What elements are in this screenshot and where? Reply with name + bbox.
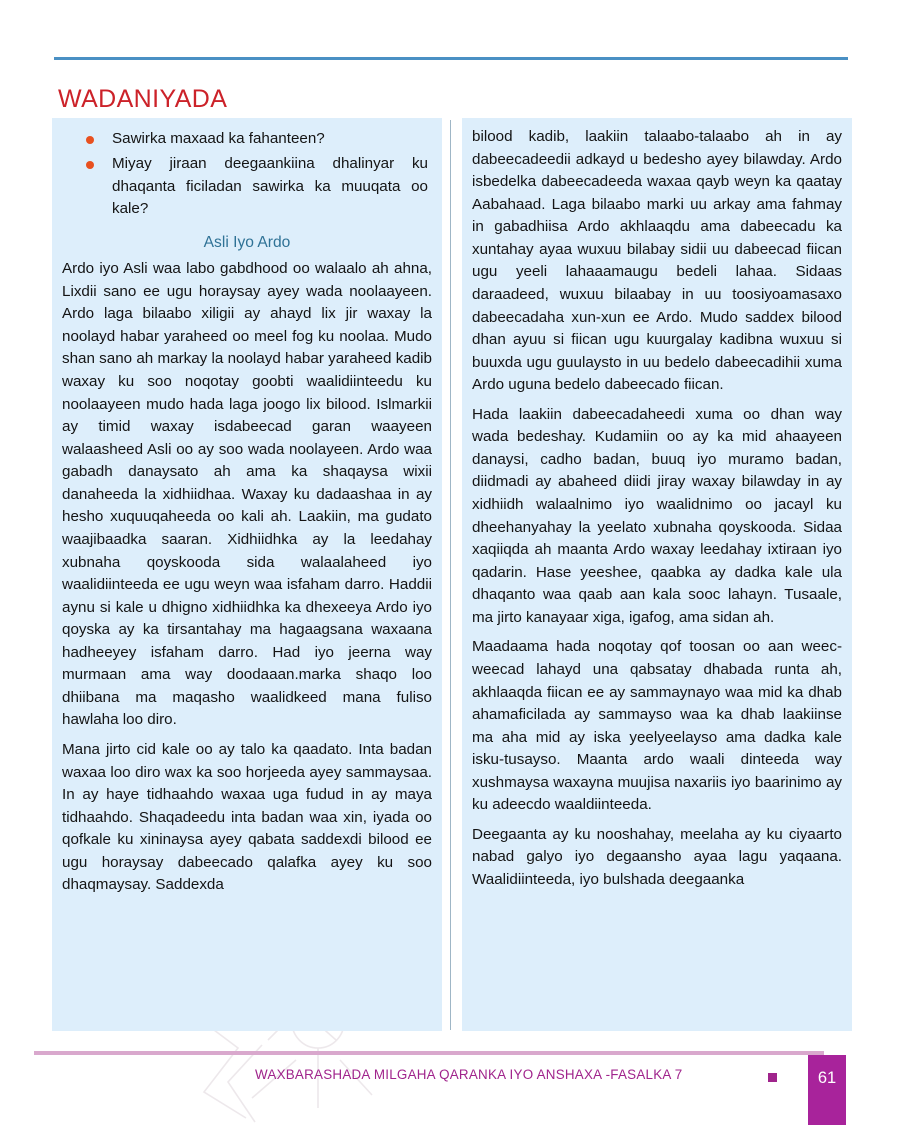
header-rule [54,57,848,60]
body-paragraph: Mana jirto cid kale oo ay talo ka qaadato. Inta badan waxaa loo diro wax ka soo horjeeda ayey sammaysaa. In ay haye tidhaahdo waxaa uga fudud in ay maya tidhaahdo. Shaqadeedu inta badan waa xin, iyada oo qofkale ku xininaysa ayey qabata saddexdi bilood ee ugu horaysay dabeecado qalafka ayey ku soo dhaqmaysay. Saddexda [62,741,432,894]
page-number-badge [808,1055,846,1125]
question-list [62,128,432,221]
left-column [52,118,442,1031]
bullet-icon [86,161,94,169]
page-number: 61 [817,1069,837,1087]
footer-marker-icon [768,1073,777,1082]
list-item [86,153,428,221]
footer-title: WAXBARASHADA MILGAHA QARANKA IYO ANSHAXA -FASALKA 7 [255,1067,683,1082]
question-text: Sawirka maxaad ka fahanteen? [112,130,325,147]
body-paragraph: Ardo iyo Asli waa labo gabdhood oo walaalo ah ahna, Lixdii sano ee ugu horaysay ayey wada noolaayeen. Ardo laga bilaabo xiligii ay ahayd lix jir waxay la noolayd habar yaraheed oo meel fog ku noolaa. Mudo shan sano ah markay la noolayd habar yaraheed kadib waxay ku soo noqotay goobti waalidiinteedu ku noolaayeen mudo hada laga joogo lix bilood. Islmarkii ay timid waxay isdabeecad garan waayeen walaasheed Asli oo ay soo wada noolayeen. Ardo waa gabadh danaysato ah ama ka shaqaysa wixii danaheeda la xidhiidhaa. Waxay ku dadaashaa in ay hesho xuquuqaheeda oo kali ah. Laakiin, ma gudato waajibaadka saaran. Xidhiidhka ay la leedahay xubnaha qoyskooda sida walaalaheed iyo waalidiinteeda ee ugu weyn waa isfaham darro. Haddii aynu si kale u dhigno xidhiidhka ka dhexeeya Ardo iyo qoyska ay ka tirsantahay ma hagaagsana waxaana hadheeyey isfaham darro. Had iyo jeerna way murmaan ama way doodaaan.marka shaqo loo dhiibana ma maqasho waalidkeed mana fuliso hawlaha loo diro. [62,260,432,729]
body-paragraph: bilood kadib, laakiin talaabo-talaabo ah in ay dabeecadeedii adkayd u bedesho ayey bilawday. Ardo isbedelka dabeecadeeda waxaa qayb weyn ka qaatay Aabahaad. Laga bilaabo marki uu arkay ama fahmay in gabadhiisa Ardo akhlaaqdu ama dabeecadu ka xuntahay ayaa wuxuu bilabay sidii uu dabeecad fiican ugu yeeli lahaaamaugu bedeli lahaa. Sidaas daraadeed, wuxuu bilaabay in uu toosiyoamasaxo dabeecadaha xun-xun ee Ardo. Mudo saddex bilood dhan ayuu si fiican ugu kuurgalay kadibna wuxuu si buuxda ugu guulaysto in uu bedelo dabeecadihii xuma Ardo uguna bedelo dabeecado fiican. [472,128,842,394]
page-title: WADANIYADA [58,84,228,113]
right-column [462,118,852,1031]
bullet-icon [86,136,94,144]
list-item [86,128,428,151]
column-divider [450,120,451,1030]
body-paragraph: Deegaanta ay ku nooshahay, meelaha ay ku ciyaarto nabad galyo iyo degaansho ayaa lagu yaqaana. Waalidiinteeda, iyo bulshada deegaanka [472,825,842,888]
section-heading: Asli Iyo Ardo [203,234,291,252]
question-text: Miyay jiraan deegaankiina dhalinyar ku dhaqanta ficiladan sawirka ka muuqata oo kale? [112,154,428,218]
body-paragraph: Maadaama hada noqotay qof toosan oo aan weec-weecad lahayd una qabsatay dhabada runta ah, akhlaaqda fiican ee ay sammaynayo waa mid ka dhab ahamaficilada ay sammayso waa ka dhab laakiinse ma aha mid ay iska yeelyeelayso ama dadka kale isku-tusayso. Maanta ardo waali dinteeda way xushmaysa waxayna muujisa naxariis iyo baarinimo ay ku adeecdo waaldiinteeda. [472,638,842,814]
body-paragraph: Hada laakiin dabeecadaheedi xuma oo dhan way wada bedeshay. Kudamiin oo ay ka mid ahaayeen danaysi, cadho badan, buuq iyo muramo badan, diidmadi ay abaheed diidi jiray waxay bilawday in ay xidhiidh walaalnimo iyo waalidnimo oo jacayl ku dheehanyahay la yeelato xubnaha qoyskooda. Sidaa xaqiiqda ah maanta Ardo waxay leedahay ixtiraan iyo qadarin. Hase yeeshee, qaabka ay dadka kale ula dhaqanto waa qaab aan kala sooc lahayn. Tusaale, ma jirto kanayaar xiga, igafog, ama sidan ah. [472,405,842,626]
footer-rule [34,1051,824,1055]
